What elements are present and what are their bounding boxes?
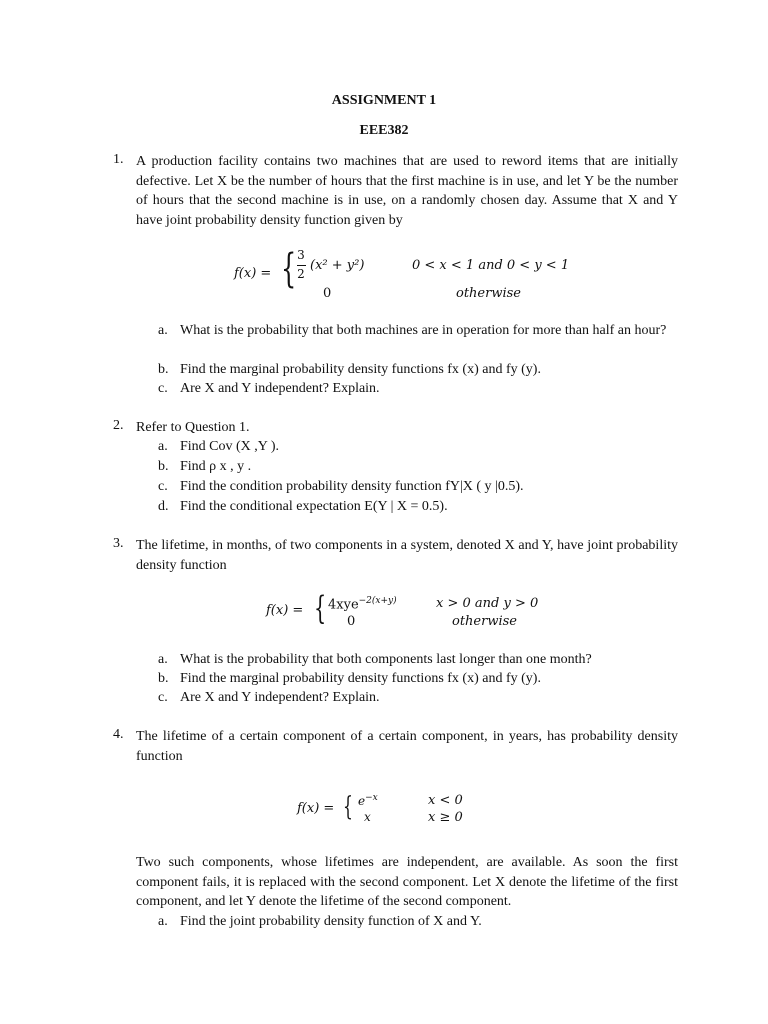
question-number: 2. <box>113 418 124 433</box>
question-number: 1. <box>113 152 124 167</box>
formula-lhs: f(x) = <box>266 603 304 618</box>
left-brace: { <box>343 792 353 822</box>
formula-condition: x < 0 <box>428 793 463 808</box>
left-brace: { <box>314 589 327 627</box>
formula-lhs: f(x) = <box>234 266 272 281</box>
fraction-line <box>297 265 306 266</box>
left-brace: { <box>281 246 297 292</box>
question-4-text: The lifetime of a certain component of a certain component, in years, has probability density function <box>136 729 678 764</box>
formula-zero: 0 <box>323 286 332 301</box>
formula-condition: x > 0 and y > 0 <box>436 596 539 611</box>
question-number: 4. <box>113 727 124 742</box>
fraction-numerator: 3 <box>297 248 305 262</box>
formula-lhs: f(x) = <box>297 801 335 816</box>
formula-expression: $e^{-x}$ <box>358 793 378 808</box>
question-1-text: A production facility contains two machines that are used to reword items that are initially defective. Let X be the number of hours that the first machine is in use, and let Y be the number of hours that the second machine is in use, on a randomly chosen day. Assume that X and Y have joint probability density function given by <box>136 154 678 228</box>
document-page: ASSIGNMENT 1 EEE382 1. A production facility contains two machines that are used to reword items that are initially defective. Let X be the number of hours that the first machine is in use, and let Y be the number of hours that the second machine is in use, on a randomly chosen day. Assume that X and Y have joint probability density function given by f(x) = { 3 2 (x² + y²) 0 < x < 1 and 0 < y < 1 0 otherwise a. What is the probability that both machines are in operation for more than half an hour? b. Find the marginal probability density functions fx (x) and fy (y). c. Are X and Y independent? Explain. 2. Refer to Question 1. a. Find Cov (X ,Y ). b. Find ρ x , y . c. Find the condition probability density function fY|X ( y |0.5). d. Find the conditional expectation E(Y | X = 0.5). 3. The lifetime, in months, of two components in a system, denoted X and Y, have joint probability density function f(x) = { 4xye$^{-2(x+y)}$ 0 x > 0 and y > 0 otherwise a. What is the probability that both components last longer than one month? b. Find the marginal probability density functions fx (x) and fy (y). c. Are X and Y independent? Explain. 4. The lifetime of a certain component of a certain component, in years, has probability density function f(x) = { $e^{-x}$ x x < 0 x ≥ 0 Two such components, whose lifetimes are independent, are available. As soon the first component fails, it is replaced with the second component. Let X denote the lifetime of the first component, and let Y denote the lifetime of the second component. a. Find the joint probability density function of X and Y. <box>0 0 768 1024</box>
question-4-text-continued: Two such components, whose lifetimes are independent, are available. As soon the first component fails, it is replaced with the second component. Let X denote the lifetime of the first component, and let Y denote the lifetime of the second component. <box>136 855 678 909</box>
formula-expression: (x² + y²) <box>310 258 365 273</box>
question-number: 3. <box>113 536 124 551</box>
fraction-denominator: 2 <box>297 267 305 281</box>
formula-condition: 0 < x < 1 and 0 < y < 1 <box>412 258 570 273</box>
formula-zero: 0 <box>347 614 356 629</box>
course-code: EEE382 <box>359 123 409 138</box>
question-3-text: The lifetime, in months, of two components in a system, denoted X and Y, have joint probability density function <box>136 538 678 573</box>
formula-condition: x ≥ 0 <box>428 810 463 825</box>
formula-expression: x <box>364 810 371 824</box>
assignment-title: ASSIGNMENT 1 <box>331 93 437 108</box>
formula-otherwise: otherwise <box>456 286 521 301</box>
question-2-text: Refer to Question 1. <box>136 420 250 435</box>
formula-expression: 4xye$^{-2(x+y)}$ <box>328 596 397 613</box>
formula-otherwise: otherwise <box>452 614 517 629</box>
